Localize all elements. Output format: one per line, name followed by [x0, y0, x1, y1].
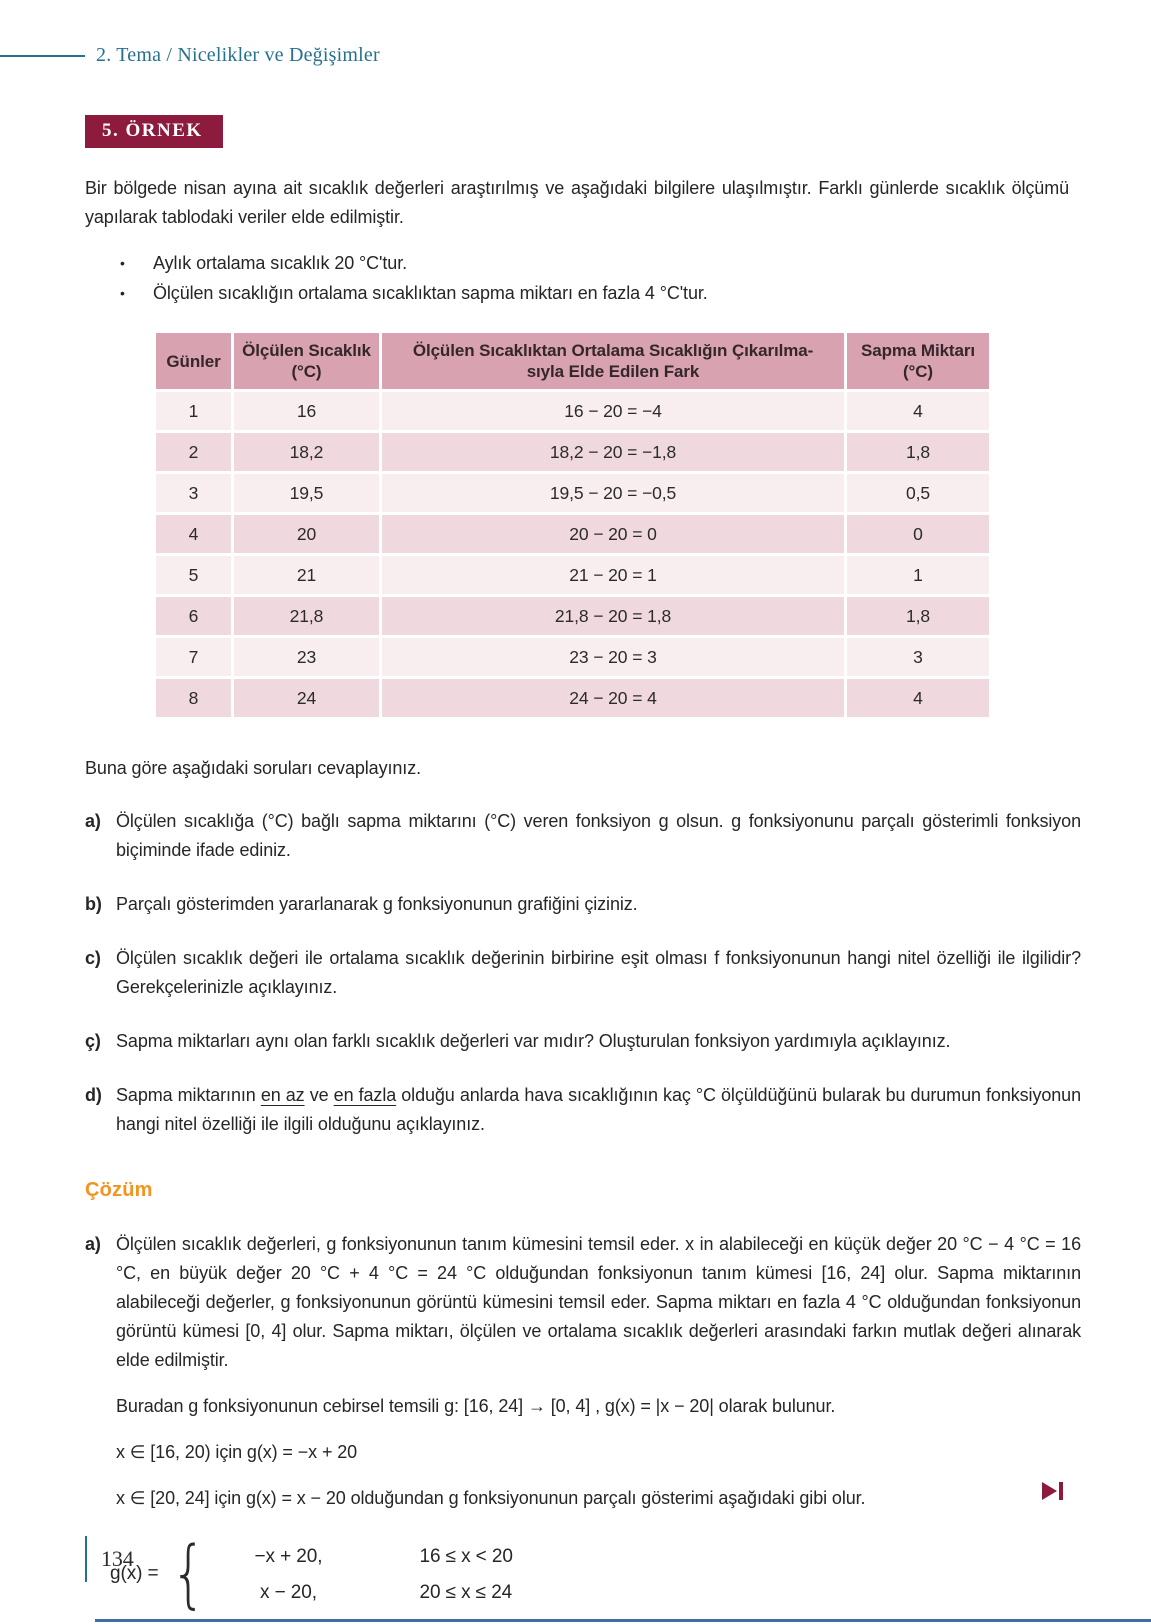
- question-label: c): [85, 948, 101, 968]
- solution-heading: Çözüm: [85, 1179, 153, 1201]
- cell-measured: 24: [234, 679, 379, 717]
- cell-day: 5: [156, 556, 231, 594]
- page-footer: [85, 1536, 134, 1582]
- bullet-text: Aylık ortalama sıcaklık 20 °C'tur.: [153, 253, 407, 273]
- breadcrumb: 2. Tema / Nicelikler ve Değişimler: [96, 44, 380, 66]
- cell-deviation: 1,8: [847, 433, 989, 471]
- cell-day: 8: [156, 679, 231, 717]
- cell-diff: 21,8 − 20 = 1,8: [382, 597, 844, 635]
- column-header-deviation: Sapma Miktarı (°C): [847, 333, 989, 389]
- table-row: [156, 474, 989, 512]
- question-label: b): [85, 894, 102, 914]
- cell-diff: 23 − 20 = 3: [382, 638, 844, 676]
- table-row: [156, 679, 989, 717]
- cell-day: 1: [156, 392, 231, 430]
- bullet-text: Ölçülen sıcaklığın ortalama sıcaklıktan sapma miktarı en fazla 4 °C'tur.: [153, 283, 708, 303]
- question-d-underlined: en fazla: [333, 1085, 397, 1105]
- bullet-item: [120, 278, 1066, 308]
- question-d-segment: ve: [304, 1085, 334, 1105]
- questions-lead: Buna göre aşağıdaki soruları cevaplayınız.: [85, 758, 421, 778]
- next-page-icon[interactable]: [1042, 1482, 1063, 1500]
- piecewise-row: [213, 1582, 512, 1604]
- column-header-days: Günler: [156, 333, 231, 389]
- table-row: [156, 638, 989, 676]
- piecewise-expression: x − 20,: [260, 1582, 317, 1603]
- solution-algebraic-line: Buradan g fonksiyonunun cebirsel temsili g: [16, 24] → [0, 4] , g(x) = |x − 20| olarak bulunur.: [116, 1396, 836, 1416]
- table-header-row: [156, 333, 989, 389]
- cell-measured: 23: [234, 638, 379, 676]
- cell-diff: 18,2 − 20 = −1,8: [382, 433, 844, 471]
- table-row: [156, 556, 989, 594]
- temperature-table: [153, 330, 992, 720]
- question-text: Ölçülen sıcaklık değeri ile ortalama sıcaklık değerinin birbirine eşit olması f fonksiyonunun hangi nitel özelliği ile ilgilidir? Gerekçelerinizle açıklayınız.: [116, 948, 1081, 997]
- question-d: [85, 1081, 1081, 1139]
- cell-deviation: 1,8: [847, 597, 989, 635]
- page-number: 134: [101, 1546, 134, 1571]
- question-d-segment: Sapma miktarının: [116, 1085, 261, 1105]
- temperature-table-wrap: [153, 330, 1151, 720]
- piecewise-function: [110, 1529, 1151, 1619]
- solution-a: [85, 1230, 1081, 1375]
- column-header-measured: Ölçülen Sıcaklık (°C): [234, 333, 379, 389]
- question-d-underlined: en az: [260, 1085, 305, 1105]
- cell-day: 4: [156, 515, 231, 553]
- table-row: [156, 392, 989, 430]
- cell-measured: 21: [234, 556, 379, 594]
- cell-day: 7: [156, 638, 231, 676]
- column-header-difference: Ölçülen Sıcaklıktan Ortalama Sıcaklığın Çıkarılma- sıyla Elde Edilen Fark: [382, 333, 844, 389]
- example-badge: [85, 115, 223, 148]
- example-badge-label: 5. ÖRNEK: [102, 120, 203, 141]
- cell-deviation: 4: [847, 679, 989, 717]
- cell-diff: 24 − 20 = 4: [382, 679, 844, 717]
- cell-measured: 18,2: [234, 433, 379, 471]
- cell-measured: 19,5: [234, 474, 379, 512]
- question-label: d): [85, 1085, 102, 1105]
- cell-diff: 20 − 20 = 0: [382, 515, 844, 553]
- next-arrow-triangle: [1042, 1482, 1057, 1500]
- cell-measured: 21,8: [234, 597, 379, 635]
- question-text: Ölçülen sıcaklığa (°C) bağlı sapma miktarını (°C) veren fonksiyon g olsun. g fonksiyonunu parçalı gösterimli fonksiyon biçiminde ifade ediniz.: [116, 811, 1081, 860]
- solution-case1-line: x ∈ [16, 20) için g(x) = −x + 20: [116, 1442, 358, 1462]
- cell-deviation: 0,5: [847, 474, 989, 512]
- cell-deviation: 4: [847, 392, 989, 430]
- table-row: [156, 433, 989, 471]
- cell-day: 6: [156, 597, 231, 635]
- brace-icon: {: [170, 1531, 206, 1617]
- piecewise-condition: 20 ≤ x ≤ 24: [419, 1582, 513, 1603]
- page-header: [0, 0, 1151, 67]
- cell-deviation: 1: [847, 556, 989, 594]
- question-text: [116, 1081, 1081, 1139]
- bullet-item: [120, 248, 1066, 278]
- piecewise-rows: [213, 1544, 512, 1604]
- piecewise-lhs: g(x) =: [110, 1563, 159, 1584]
- question-c-cedilla: [85, 1027, 1081, 1056]
- header-rule: [0, 55, 85, 57]
- cell-diff: 16 − 20 = −4: [382, 392, 844, 430]
- cell-day: 2: [156, 433, 231, 471]
- piecewise-condition: 16 ≤ x < 20: [419, 1546, 513, 1567]
- bullet-icon: •: [120, 285, 125, 301]
- question-label: a): [85, 811, 101, 831]
- question-d-segment: olduğu anlarda hava sıcaklığının kaç °C ölçüldüğünü bularak bu durumun fonksiyonun hangi nitel özelliği ile ilgili olduğunu açıklayınız.: [116, 1085, 1081, 1134]
- question-b: [85, 890, 1081, 919]
- question-text: Sapma miktarları aynı olan farklı sıcaklık değerleri var mıdır? Oluşturulan fonksiyon yardımıyla açıklayınız.: [116, 1031, 951, 1051]
- solution-label: a): [85, 1234, 101, 1254]
- bullet-icon: •: [120, 255, 125, 271]
- question-c: [85, 944, 1081, 1002]
- cell-diff: 21 − 20 = 1: [382, 556, 844, 594]
- page-number-rule: [85, 1536, 87, 1582]
- table-row: [156, 597, 989, 635]
- question-label: ç): [85, 1031, 101, 1051]
- cell-measured: 20: [234, 515, 379, 553]
- cell-diff: 19,5 − 20 = −0,5: [382, 474, 844, 512]
- next-arrow-bar: [1059, 1482, 1063, 1500]
- cell-deviation: 0: [847, 515, 989, 553]
- bullet-list: [120, 248, 1066, 308]
- intro-paragraph: Bir bölgede nisan ayına ait sıcaklık değerleri araştırılmış ve aşağıdaki bilgilere ulaşılmıştır. Farklı günlerde sıcaklık ölçümü yapılarak tablodaki veriler elde edilmiştir.: [85, 178, 1069, 227]
- piecewise-row: [213, 1546, 512, 1568]
- cell-measured: 16: [234, 392, 379, 430]
- cell-day: 3: [156, 474, 231, 512]
- solution-case2-line: x ∈ [20, 24] için g(x) = x − 20 olduğundan g fonksiyonunun parçalı gösterimi aşağıdaki gibi olur.: [116, 1488, 866, 1508]
- solution-text: Ölçülen sıcaklık değerleri, g fonksiyonunun tanım kümesini temsil eder. x in alabileceği en küçük değer 20 °C − 4 °C = 16 °C, en büyük değer 20 °C + 4 °C = 24 °C olduğundan fonksiyonun tanım kümesi [16, 24] olur. Sapma miktarının alabileceği değerler, g fonksiyonunun görüntü kümesini temsil eder. Sapma miktarı en fazla 4 °C olduğundan fonksiyonun görüntü kümesi [0, 4] olur. Sapma miktarı, ölçülen ve ortalama sıcaklık değerleri arasındaki farkın mutlak değeri alınarak elde edilmiştir.: [116, 1234, 1081, 1370]
- piecewise-expression: −x + 20,: [254, 1546, 323, 1567]
- table-row: [156, 515, 989, 553]
- page-bottom-rule: [95, 1619, 1151, 1622]
- question-a: [85, 807, 1081, 865]
- question-text: Parçalı gösterimden yararlanarak g fonksiyonunun grafiğini çiziniz.: [116, 894, 638, 914]
- cell-deviation: 3: [847, 638, 989, 676]
